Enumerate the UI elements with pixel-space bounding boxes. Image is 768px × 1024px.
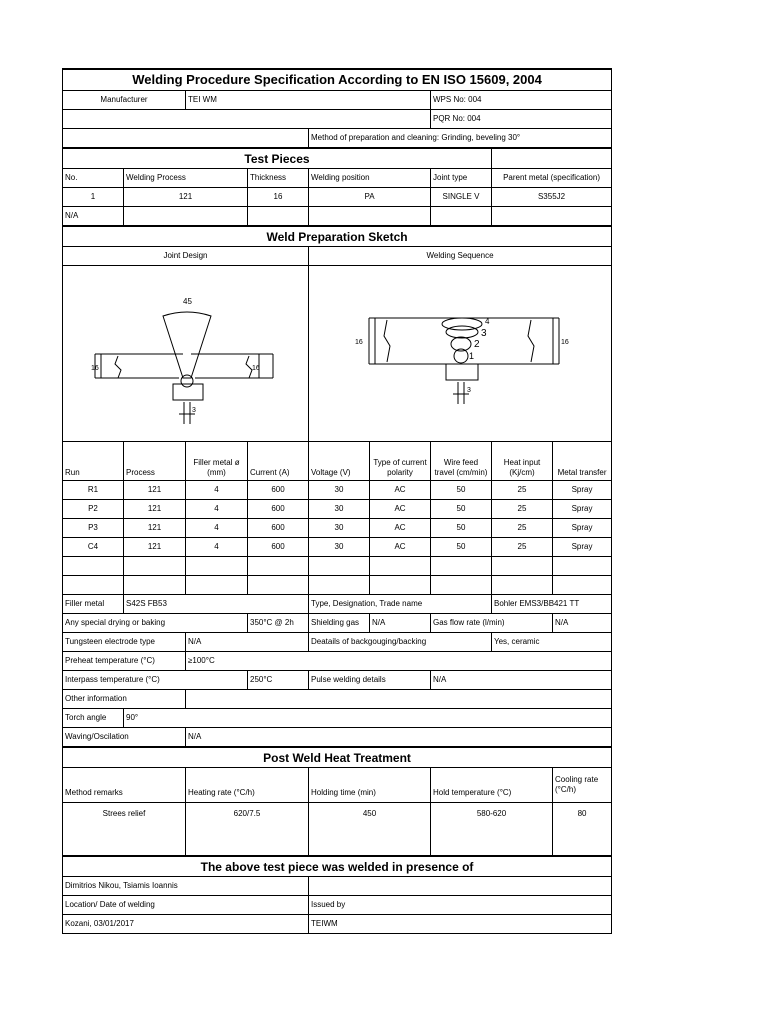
tp-cell-no: 1 [63,188,124,207]
tp-header-thickness: Thickness [248,169,309,188]
blank-cell [186,576,248,595]
run-cell: 121 [124,538,186,557]
shielding-gas-value: N/A [370,614,431,633]
run-cell: 30 [309,500,370,519]
tungsten-value: N/A [186,633,309,652]
issued-by-label: Issued by [309,896,612,915]
blank-cell [124,576,186,595]
run-cell: 4 [186,481,248,500]
run-header-run: Run [63,442,124,481]
run-row [63,519,612,538]
run-header-wire-feed: Wire feed travel (cm/min) [431,442,492,481]
torch-angle-label: Torch angle [63,709,124,728]
run-cell: 25 [492,519,553,538]
blank-cell [186,557,248,576]
drying-value: 350°C @ 2h [248,614,309,633]
run-row-empty [63,557,612,576]
run-cell: 30 [309,538,370,557]
run-cell: P3 [63,519,124,538]
run-cell: 600 [248,538,309,557]
left-thickness-label: 16 [91,365,99,372]
gap-label: 3 [192,407,196,414]
tp-cell-process: 121 [124,188,248,207]
gas-flow-label: Gas flow rate (l/min) [431,614,553,633]
waving-value: N/A [186,728,612,748]
run-row [63,481,612,500]
location-date-value: Kozani, 03/01/2017 [63,915,309,934]
blank-cell [63,110,431,129]
run-cell: 25 [492,538,553,557]
joint-design-label: Joint Design [63,247,309,266]
wps-number: WPS No: 004 [431,91,612,110]
run-header-current: Current (A) [248,442,309,481]
tp-header-position: Welding position [309,169,431,188]
blank-cell [248,557,309,576]
pwht-cell-heating: 620/7.5 [186,803,309,857]
torch-angle-value: 90° [124,709,612,728]
gas-flow-value: N/A [553,614,612,633]
run-row [63,538,612,557]
drying-label: Any special drying or baking [63,614,248,633]
run-cell: 25 [492,500,553,519]
run-cell: AC [370,500,431,519]
run-cell: 50 [431,481,492,500]
shielding-gas-label: Shielding gas [309,614,370,633]
pwht-header-method: Method remarks [63,768,186,803]
gap-label: 3 [467,387,471,394]
pwht-heading: Post Weld Heat Treatment [63,747,612,768]
run-cell: 50 [431,519,492,538]
blank-cell [248,576,309,595]
sketch-heading: Weld Preparation Sketch [63,226,612,247]
blank-cell [63,576,124,595]
right-thickness-label: 16 [561,339,569,346]
location-date-label: Location/ Date of welding [63,896,309,915]
run-header-filler: Filler metal ø (mm) [186,442,248,481]
run-cell: 121 [124,481,186,500]
wps-table [62,68,612,934]
pwht-header-holding: Holding time (min) [309,768,431,803]
run-header-process: Process [124,442,186,481]
pwht-header-hold-temp: Hold temperature (°C) [431,768,553,803]
tp-header-no: No. [63,169,124,188]
run-cell: 600 [248,481,309,500]
filler-metal-value: S42S FB53 [124,595,309,614]
run-header-polarity: Type of current polarity [370,442,431,481]
run-cell: 25 [492,481,553,500]
run-cell: P2 [63,500,124,519]
run-cell: AC [370,519,431,538]
type-designation-value: Bohler EMS3/BB421 TT [492,595,612,614]
pqr-number: PQR No: 004 [431,110,612,129]
run-cell: 4 [186,538,248,557]
tp-cell-thickness: 16 [248,188,309,207]
blank-cell [370,576,431,595]
document-title: Welding Procedure Specification According to EN ISO 15609, 2004 [63,69,612,91]
blank-cell [309,877,612,896]
tp-header-process: Welding Process [124,169,248,188]
tp-cell-parent-metal: S355J2 [492,188,612,207]
run-cell: 50 [431,500,492,519]
run-cell: 600 [248,500,309,519]
run-cell: Spray [553,519,612,538]
blank-cell [553,557,612,576]
blank-cell [309,557,370,576]
run-cell: Spray [553,481,612,500]
pwht-cell-method: Strees relief [63,803,186,857]
pulse-value: N/A [431,671,612,690]
run-cell: 121 [124,500,186,519]
blank-cell [124,207,248,227]
run-4-label: 4 [485,317,490,326]
pulse-label: Pulse welding details [309,671,431,690]
left-thickness-label: 16 [355,339,363,346]
welding-sequence-drawing [309,266,612,438]
run-cell: 50 [431,538,492,557]
run-cell: 30 [309,481,370,500]
run-header-voltage: Voltage (V) [309,442,370,481]
preheat-value: ≥100°C [186,652,612,671]
filler-metal-label: Filler metal [63,595,124,614]
blank-cell [492,557,553,576]
run-cell: AC [370,481,431,500]
run-2-label: 2 [474,339,480,350]
run-cell: R1 [63,481,124,500]
blank-cell [431,557,492,576]
tp-header-parent-metal: Parent metal (specification) [492,169,612,188]
welding-sequence-label: Welding Sequence [309,247,612,266]
waving-label: Waving/Oscilation [63,728,186,748]
blank-cell [186,690,612,709]
pwht-header-cooling: Cooling rate (°C/h) [553,768,612,803]
tungsten-label: Tungsteen electrode type [63,633,186,652]
test-pieces-heading: Test Pieces [63,148,492,169]
blank-cell [370,557,431,576]
joint-design-drawing [63,266,307,438]
pwht-cell-holding: 450 [309,803,431,857]
welding-sequence-sketch [309,266,612,442]
witness-names: Dimitrios Nikou, Tsiamis Ioannis [63,877,309,896]
method-preparation: Method of preparation and cleaning: Grinding, beveling 30° [309,129,612,149]
blank-cell [553,576,612,595]
manufacturer-label: Manufacturer [63,91,186,110]
run-cell: 121 [124,519,186,538]
interpass-value: 250°C [248,671,309,690]
run-row [63,500,612,519]
right-thickness-label: 16 [252,365,260,372]
other-info-label: Other information [63,690,186,709]
issued-by-value: TEIWM [309,915,612,934]
pwht-cell-hold-temp: 580-620 [431,803,553,857]
run-cell: 30 [309,519,370,538]
blank-cell [63,557,124,576]
run-cell: 600 [248,519,309,538]
run-header-heat-input: Heat input (Kj/cm) [492,442,553,481]
run-cell: AC [370,538,431,557]
run-cell: Spray [553,500,612,519]
witness-heading: The above test piece was welded in presence of [63,856,612,877]
blank-cell [248,207,309,227]
tp-cell-position: PA [309,188,431,207]
interpass-label: Interpass temperature (°C) [63,671,248,690]
tp-na: N/A [63,207,124,227]
run-1-label: 1 [469,351,475,361]
backgouging-label: Deatails of backgouging/backing [309,633,492,652]
manufacturer-value: TEI WM [186,91,431,110]
bevel-angle-label: 45 [183,297,192,306]
blank-cell [492,576,553,595]
tp-cell-joint: SINGLE V [431,188,492,207]
joint-design-sketch [63,266,309,442]
blank-cell [309,576,370,595]
blank-cell [124,557,186,576]
blank-cell [492,148,612,169]
type-designation-label: Type, Designation, Trade name [309,595,492,614]
run-cell: 4 [186,500,248,519]
run-3-label: 3 [481,328,487,339]
pwht-header-heating: Heating rate (°C/h) [186,768,309,803]
blank-cell [431,207,492,227]
preheat-label: Preheat temperature (°C) [63,652,186,671]
blank-cell [63,129,309,149]
run-cell: 4 [186,519,248,538]
run-row-empty [63,576,612,595]
wps-document [62,68,611,934]
tp-header-joint: Joint type [431,169,492,188]
run-cell: Spray [553,538,612,557]
pwht-cell-cooling: 80 [553,803,612,857]
backgouging-value: Yes, ceramic [492,633,612,652]
blank-cell [309,207,431,227]
blank-cell [431,576,492,595]
run-header-transfer: Metal transfer [553,442,612,481]
blank-cell [492,207,612,227]
run-cell: C4 [63,538,124,557]
